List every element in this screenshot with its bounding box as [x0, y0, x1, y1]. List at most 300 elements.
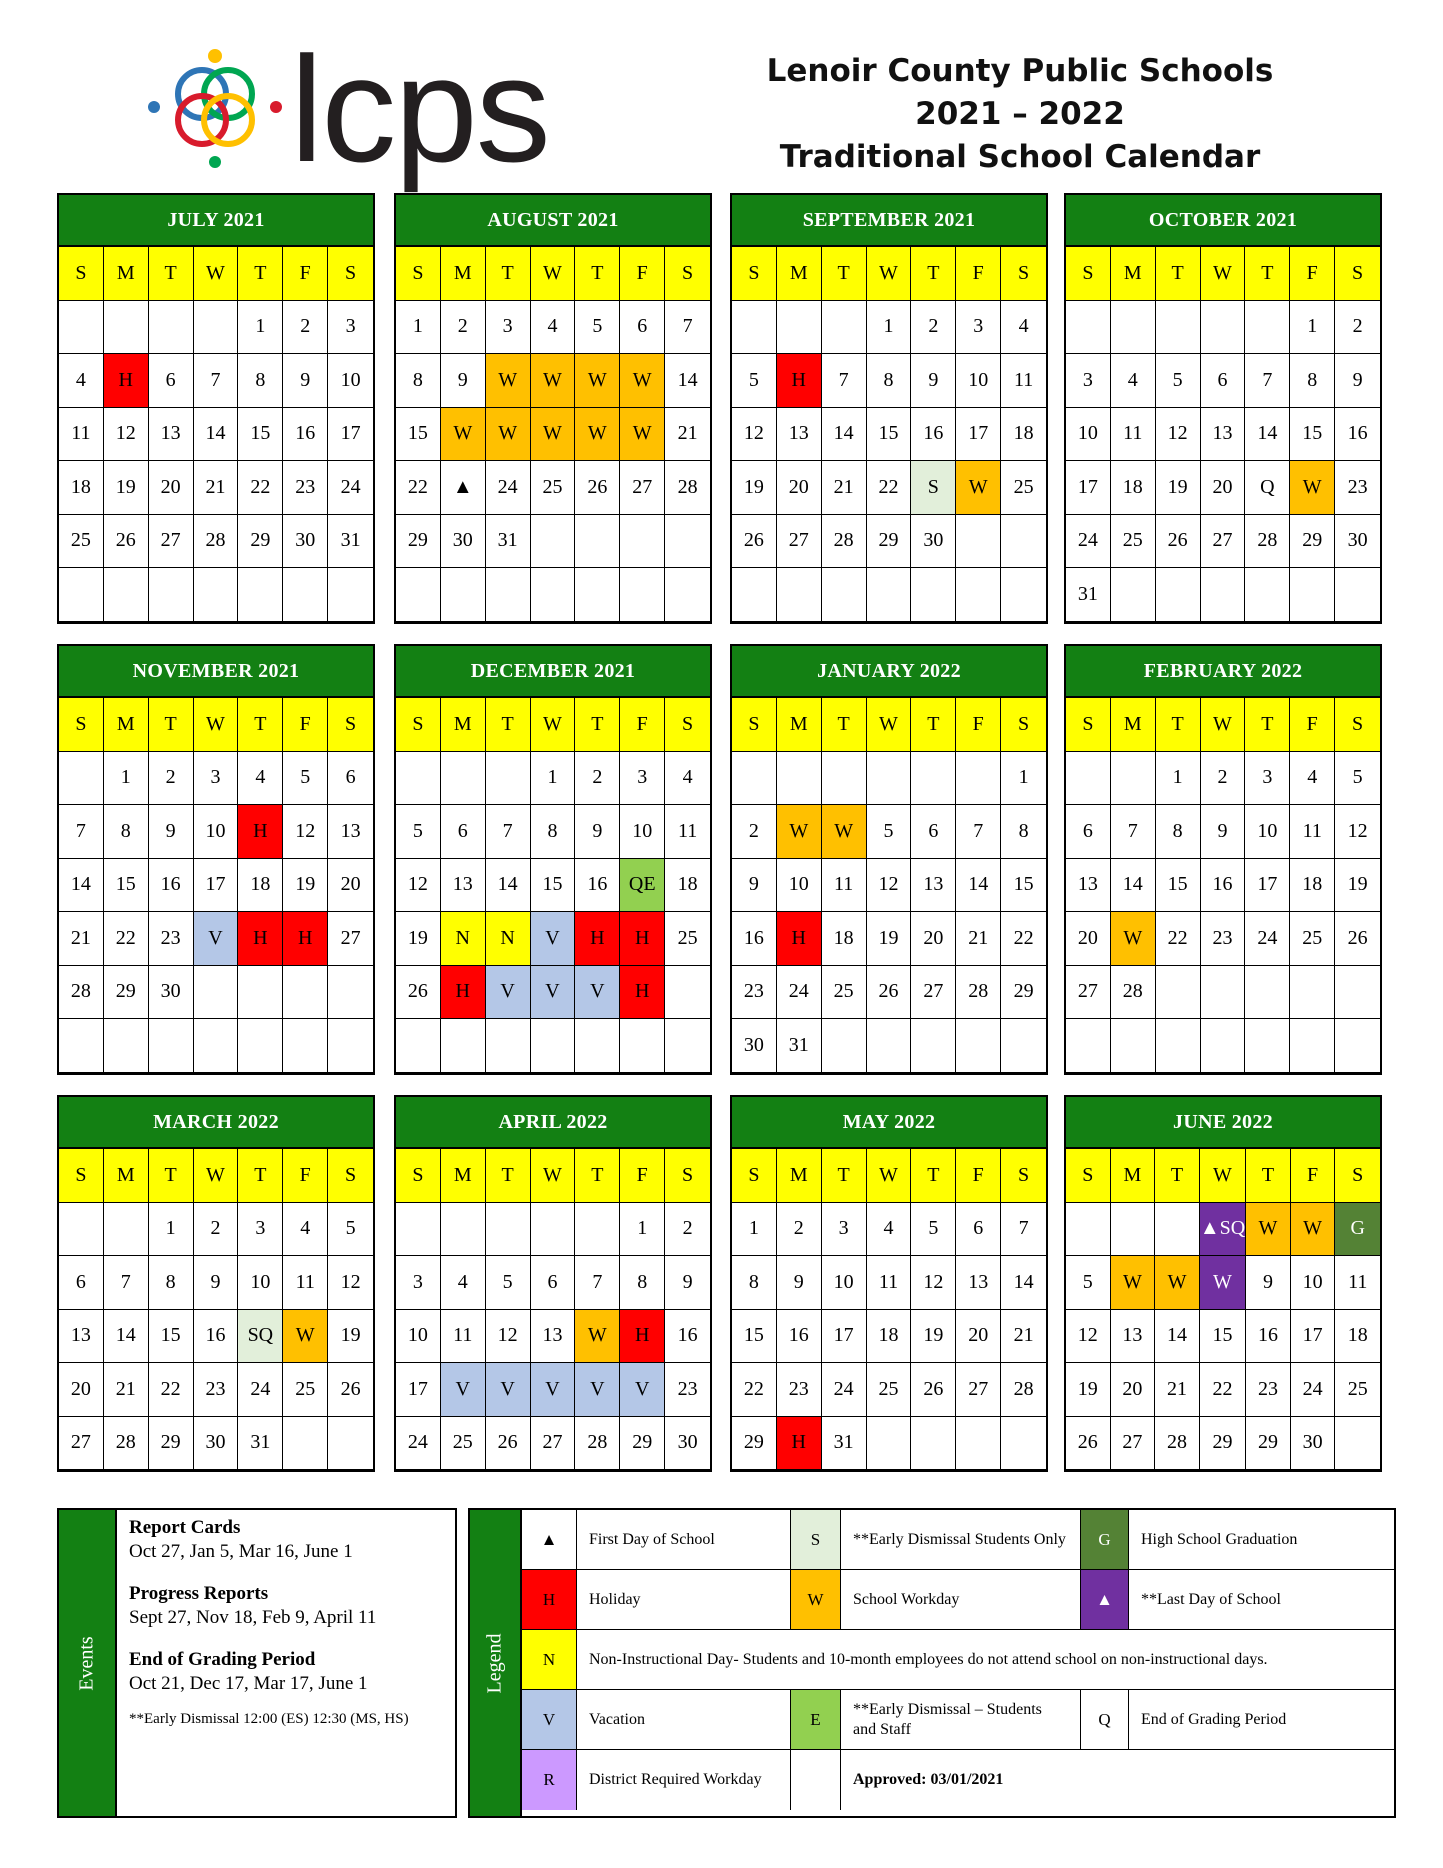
day-cell: 13	[1111, 1310, 1156, 1364]
day-cell: N	[441, 912, 486, 966]
day-cell: 15	[149, 1310, 194, 1364]
rings-logo-icon	[140, 42, 290, 192]
day-cell: 25	[1290, 912, 1335, 966]
month-day-grid	[59, 247, 373, 622]
day-cell: 15	[732, 1310, 777, 1364]
district-workday-label: District Required Workday	[577, 1750, 791, 1810]
day-cell: 26	[486, 1417, 531, 1471]
day-cell: H	[620, 912, 665, 966]
day-cell: 8	[104, 805, 149, 859]
day-cell: 8	[732, 1256, 777, 1310]
day-cell: 19	[1156, 461, 1201, 515]
day-cell: 15	[104, 859, 149, 913]
day-cell: 18	[59, 461, 104, 515]
month-title: FEBRUARY 2022	[1066, 646, 1380, 698]
weekday-header: S	[1001, 698, 1046, 752]
day-cell: 18	[867, 1310, 912, 1364]
day-cell: 2	[1201, 752, 1246, 806]
day-cell: 9	[732, 859, 777, 913]
day-cell	[283, 1417, 328, 1471]
day-cell: 12	[732, 408, 777, 462]
day-cell: 29	[867, 515, 912, 569]
month-calendar	[1064, 644, 1382, 1075]
day-cell: H	[238, 805, 283, 859]
day-cell	[441, 1203, 486, 1257]
day-cell: 23	[732, 966, 777, 1020]
grading-label: End of Grading Period	[1129, 1690, 1394, 1750]
last-day-key: ▲	[1081, 1570, 1129, 1630]
month-title: APRIL 2022	[396, 1097, 710, 1149]
day-cell: 10	[1291, 1256, 1336, 1310]
day-cell	[867, 752, 912, 806]
day-cell: 1	[104, 752, 149, 806]
day-cell: 26	[104, 515, 149, 569]
day-cell	[1111, 301, 1156, 355]
day-cell: H	[441, 966, 486, 1020]
non-instructional-key: N	[522, 1630, 577, 1690]
day-cell: 24	[1245, 912, 1290, 966]
day-cell: W	[1111, 912, 1156, 966]
day-cell	[283, 568, 328, 622]
day-cell: 7	[665, 301, 710, 355]
day-cell: 26	[1066, 1417, 1111, 1471]
day-cell: H	[104, 354, 149, 408]
day-cell: V	[575, 966, 620, 1020]
day-cell	[1156, 1019, 1201, 1073]
day-cell: W	[1246, 1203, 1291, 1257]
day-cell: 20	[956, 1310, 1001, 1364]
day-cell	[149, 301, 194, 355]
day-cell: 8	[1156, 805, 1201, 859]
day-cell: 6	[441, 805, 486, 859]
day-cell	[575, 568, 620, 622]
day-cell: 24	[486, 461, 531, 515]
day-cell: 11	[441, 1310, 486, 1364]
weekday-header: T	[1156, 698, 1201, 752]
day-cell: 25	[283, 1363, 328, 1417]
day-cell: 29	[104, 966, 149, 1020]
day-cell	[1066, 752, 1111, 806]
day-cell	[1290, 966, 1335, 1020]
day-cell: 8	[531, 805, 576, 859]
day-cell: 17	[1291, 1310, 1336, 1364]
weekday-header: W	[194, 1149, 239, 1203]
day-cell: 27	[1201, 515, 1246, 569]
weekday-header: F	[1291, 1149, 1336, 1203]
weekday-header: T	[486, 1149, 531, 1203]
day-cell	[194, 301, 239, 355]
day-cell: 25	[531, 461, 576, 515]
day-cell: 24	[328, 461, 373, 515]
day-cell: 10	[777, 859, 822, 913]
weekday-header: W	[531, 698, 576, 752]
day-cell: SQ	[238, 1310, 283, 1364]
day-cell	[1335, 966, 1380, 1020]
day-cell	[283, 966, 328, 1020]
day-cell: 9	[1335, 354, 1380, 408]
day-cell: H	[238, 912, 283, 966]
weekday-header: T	[238, 698, 283, 752]
day-cell: 12	[911, 1256, 956, 1310]
day-cell	[620, 515, 665, 569]
day-cell	[194, 568, 239, 622]
weekday-header: M	[777, 698, 822, 752]
day-cell: 7	[486, 805, 531, 859]
day-cell: 2	[911, 301, 956, 355]
day-cell: 21	[194, 461, 239, 515]
day-cell: 25	[1111, 515, 1156, 569]
day-cell	[732, 301, 777, 355]
month-day-grid	[396, 1149, 710, 1470]
day-cell	[867, 568, 912, 622]
month-day-grid	[732, 1149, 1046, 1470]
day-cell	[911, 752, 956, 806]
progress-reports-dates: Sept 27, Nov 18, Feb 9, April 11	[129, 1607, 377, 1628]
day-cell: 2	[1335, 301, 1380, 355]
day-cell: 30	[1335, 515, 1380, 569]
day-cell: 20	[911, 912, 956, 966]
day-cell	[1111, 1019, 1156, 1073]
day-cell: 2	[777, 1203, 822, 1257]
day-cell: 7	[1111, 805, 1156, 859]
day-cell: 26	[1156, 515, 1201, 569]
day-cell	[328, 966, 373, 1020]
day-cell: 30	[1291, 1417, 1336, 1471]
day-cell: 12	[486, 1310, 531, 1364]
weekday-header: T	[149, 698, 194, 752]
report-cards-dates: Oct 27, Jan 5, Mar 16, June 1	[129, 1541, 353, 1562]
day-cell: 31	[777, 1019, 822, 1073]
day-cell	[822, 568, 867, 622]
day-cell: 1	[1156, 752, 1201, 806]
day-cell: 14	[1111, 859, 1156, 913]
day-cell: 6	[1066, 805, 1111, 859]
day-cell: 6	[59, 1256, 104, 1310]
day-cell: 29	[1001, 966, 1046, 1020]
day-cell: 6	[620, 301, 665, 355]
month-day-grid	[732, 247, 1046, 622]
day-cell: 9	[283, 354, 328, 408]
weekday-header: M	[441, 698, 486, 752]
day-cell: W	[620, 408, 665, 462]
weekday-header: M	[777, 1149, 822, 1203]
day-cell: 8	[867, 354, 912, 408]
day-cell: 5	[911, 1203, 956, 1257]
day-cell: 17	[1066, 461, 1111, 515]
day-cell: 3	[396, 1256, 441, 1310]
day-cell: 14	[1245, 408, 1290, 462]
day-cell: V	[531, 1363, 576, 1417]
day-cell	[1001, 568, 1046, 622]
day-cell: 20	[149, 461, 194, 515]
day-cell: 10	[1066, 408, 1111, 462]
weekday-header: W	[531, 247, 576, 301]
month-day-grid	[59, 1149, 373, 1470]
day-cell	[777, 301, 822, 355]
month-calendar	[730, 193, 1048, 624]
day-cell	[1111, 568, 1156, 622]
day-cell: 12	[1066, 1310, 1111, 1364]
day-cell: 2	[575, 752, 620, 806]
day-cell: 21	[665, 408, 710, 462]
weekday-header: T	[822, 247, 867, 301]
day-cell: 17	[194, 859, 239, 913]
day-cell: W	[531, 354, 576, 408]
day-cell	[575, 1203, 620, 1257]
day-cell: 29	[238, 515, 283, 569]
weekday-header: S	[1066, 698, 1111, 752]
day-cell: 16	[1201, 859, 1246, 913]
weekday-header: M	[441, 247, 486, 301]
day-cell	[1335, 1019, 1380, 1073]
day-cell: 21	[1001, 1310, 1046, 1364]
day-cell: 23	[665, 1363, 710, 1417]
day-cell: W	[486, 354, 531, 408]
weekday-header: S	[1066, 1149, 1111, 1203]
district-workday-key: R	[522, 1750, 577, 1810]
day-cell: 28	[1111, 966, 1156, 1020]
day-cell: 27	[911, 966, 956, 1020]
day-cell	[1290, 1019, 1335, 1073]
day-cell: W	[1291, 1203, 1336, 1257]
day-cell: 16	[1335, 408, 1380, 462]
weekday-header: S	[732, 698, 777, 752]
day-cell: 3	[1245, 752, 1290, 806]
day-cell: 24	[1291, 1363, 1336, 1417]
month-day-grid	[1066, 698, 1380, 1073]
weekday-header: S	[732, 247, 777, 301]
day-cell: 16	[777, 1310, 822, 1364]
day-cell	[620, 1019, 665, 1073]
weekday-header: M	[104, 1149, 149, 1203]
day-cell	[956, 752, 1001, 806]
day-cell: 7	[59, 805, 104, 859]
day-cell: 19	[911, 1310, 956, 1364]
day-cell: 8	[620, 1256, 665, 1310]
day-cell: 11	[1290, 805, 1335, 859]
month-title: MAY 2022	[732, 1097, 1046, 1149]
day-cell: 23	[149, 912, 194, 966]
day-cell	[531, 515, 576, 569]
first-day-label: First Day of School	[577, 1510, 791, 1570]
day-cell: 1	[732, 1203, 777, 1257]
weekday-header: W	[1201, 247, 1246, 301]
month-calendar	[730, 1095, 1048, 1472]
day-cell: 26	[575, 461, 620, 515]
month-day-grid	[1066, 1149, 1380, 1470]
day-cell: 18	[665, 859, 710, 913]
day-cell	[1156, 966, 1201, 1020]
day-cell: 11	[283, 1256, 328, 1310]
month-calendar	[1064, 1095, 1382, 1472]
day-cell: 1	[1001, 752, 1046, 806]
early-staff-label: **Early Dismissal – Students and Staff	[841, 1690, 1081, 1750]
day-cell: 7	[104, 1256, 149, 1310]
grading-key: Q	[1081, 1690, 1129, 1750]
non-instructional-label: Non-Instructional Day- Students and 10-month employees do not attend school on non-instructional days.	[577, 1630, 1394, 1690]
day-cell: 13	[531, 1310, 576, 1364]
title-line-3: Traditional School Calendar	[779, 139, 1261, 175]
day-cell: 1	[867, 301, 912, 355]
day-cell	[1245, 966, 1290, 1020]
weekday-header: S	[328, 698, 373, 752]
day-cell: 4	[59, 354, 104, 408]
weekday-header: S	[665, 247, 710, 301]
month-calendar	[57, 644, 375, 1075]
day-cell: 13	[777, 408, 822, 462]
day-cell: 3	[328, 301, 373, 355]
day-cell: 28	[665, 461, 710, 515]
weekday-header: W	[531, 1149, 576, 1203]
day-cell: 21	[104, 1363, 149, 1417]
day-cell: 6	[911, 805, 956, 859]
day-cell: 25	[1335, 1363, 1380, 1417]
day-cell	[396, 1203, 441, 1257]
day-cell: W	[575, 408, 620, 462]
day-cell: 26	[911, 1363, 956, 1417]
day-cell: 24	[396, 1417, 441, 1471]
day-cell	[194, 966, 239, 1020]
weekday-header: T	[238, 1149, 283, 1203]
day-cell: 14	[59, 859, 104, 913]
day-cell: 28	[194, 515, 239, 569]
day-cell: 2	[149, 752, 194, 806]
weekday-header: F	[283, 1149, 328, 1203]
day-cell: 26	[867, 966, 912, 1020]
day-cell: 30	[194, 1417, 239, 1471]
day-cell	[777, 752, 822, 806]
legend-label: Legend	[483, 1633, 506, 1693]
day-cell: 2	[194, 1203, 239, 1257]
day-cell: 11	[867, 1256, 912, 1310]
day-cell: 22	[1200, 1363, 1246, 1417]
day-cell: W	[1155, 1256, 1200, 1310]
day-cell: 14	[956, 859, 1001, 913]
day-cell	[665, 515, 710, 569]
day-cell: 2	[441, 301, 486, 355]
day-cell: 11	[665, 805, 710, 859]
day-cell	[104, 568, 149, 622]
holiday-key: H	[522, 1570, 577, 1630]
day-cell: 4	[665, 752, 710, 806]
day-cell: V	[620, 1363, 665, 1417]
day-cell	[1201, 1019, 1246, 1073]
day-cell: 15	[238, 408, 283, 462]
holiday-label: Holiday	[577, 1570, 791, 1630]
early-students-key: S	[791, 1510, 841, 1570]
month-calendar	[57, 1095, 375, 1472]
day-cell: 7	[1001, 1203, 1046, 1257]
day-cell: 2	[665, 1203, 710, 1257]
day-cell: 22	[149, 1363, 194, 1417]
weekday-header: F	[620, 698, 665, 752]
day-cell: 5	[867, 805, 912, 859]
first-day-key: ▲	[522, 1510, 577, 1570]
day-cell	[531, 1019, 576, 1073]
day-cell: 8	[149, 1256, 194, 1310]
day-cell: 15	[1001, 859, 1046, 913]
day-cell: 5	[1335, 752, 1380, 806]
weekday-header: S	[396, 698, 441, 752]
weekday-header: M	[1111, 698, 1156, 752]
weekday-header: W	[1201, 698, 1246, 752]
month-day-grid	[59, 698, 373, 1073]
day-cell	[575, 515, 620, 569]
weekday-header: T	[822, 698, 867, 752]
day-cell	[104, 301, 149, 355]
weekday-header: S	[328, 247, 373, 301]
weekday-header: F	[283, 247, 328, 301]
month-title: MARCH 2022	[59, 1097, 373, 1149]
day-cell: 5	[732, 354, 777, 408]
events-box	[57, 1508, 457, 1818]
day-cell: 14	[486, 859, 531, 913]
day-cell: 28	[59, 966, 104, 1020]
weekday-header: T	[149, 1149, 194, 1203]
day-cell	[396, 568, 441, 622]
day-cell	[531, 1203, 576, 1257]
day-cell: 13	[59, 1310, 104, 1364]
weekday-header: M	[777, 247, 822, 301]
day-cell: 20	[1111, 1363, 1156, 1417]
day-cell: 16	[283, 408, 328, 462]
day-cell: N	[486, 912, 531, 966]
day-cell	[283, 1019, 328, 1073]
day-cell: 29	[149, 1417, 194, 1471]
day-cell: 26	[732, 515, 777, 569]
day-cell: 1	[396, 301, 441, 355]
day-cell: 15	[1200, 1310, 1246, 1364]
day-cell: 25	[1001, 461, 1046, 515]
month-day-grid	[396, 247, 710, 622]
last-day-label: **Last Day of School	[1129, 1570, 1394, 1630]
day-cell: 18	[1290, 859, 1335, 913]
day-cell: 20	[1201, 461, 1246, 515]
day-cell: 5	[486, 1256, 531, 1310]
month-title: SEPTEMBER 2021	[732, 195, 1046, 247]
day-cell: 13	[441, 859, 486, 913]
day-cell: 1	[620, 1203, 665, 1257]
day-cell: 4	[867, 1203, 912, 1257]
day-cell: 12	[283, 805, 328, 859]
day-cell	[486, 752, 531, 806]
day-cell: 30	[149, 966, 194, 1020]
day-cell: 31	[238, 1417, 283, 1471]
day-cell: 6	[149, 354, 194, 408]
weekday-header: S	[59, 1149, 104, 1203]
day-cell: 23	[777, 1363, 822, 1417]
month-title: NOVEMBER 2021	[59, 646, 373, 698]
day-cell: 4	[1290, 752, 1335, 806]
day-cell: 20	[1066, 912, 1111, 966]
day-cell: 5	[396, 805, 441, 859]
weekday-header: T	[575, 1149, 620, 1203]
day-cell	[441, 1019, 486, 1073]
day-cell: 13	[1066, 859, 1111, 913]
day-cell	[531, 568, 576, 622]
month-title: JUNE 2022	[1066, 1097, 1380, 1149]
workday-key: W	[791, 1570, 841, 1630]
day-cell: 17	[396, 1363, 441, 1417]
day-cell: 23	[283, 461, 328, 515]
day-cell: 19	[732, 461, 777, 515]
month-title: JULY 2021	[59, 195, 373, 247]
day-cell: W	[1111, 1256, 1156, 1310]
day-cell: 21	[1155, 1363, 1200, 1417]
day-cell: 7	[1245, 354, 1290, 408]
day-cell	[1066, 1203, 1111, 1257]
day-cell: 28	[822, 515, 867, 569]
